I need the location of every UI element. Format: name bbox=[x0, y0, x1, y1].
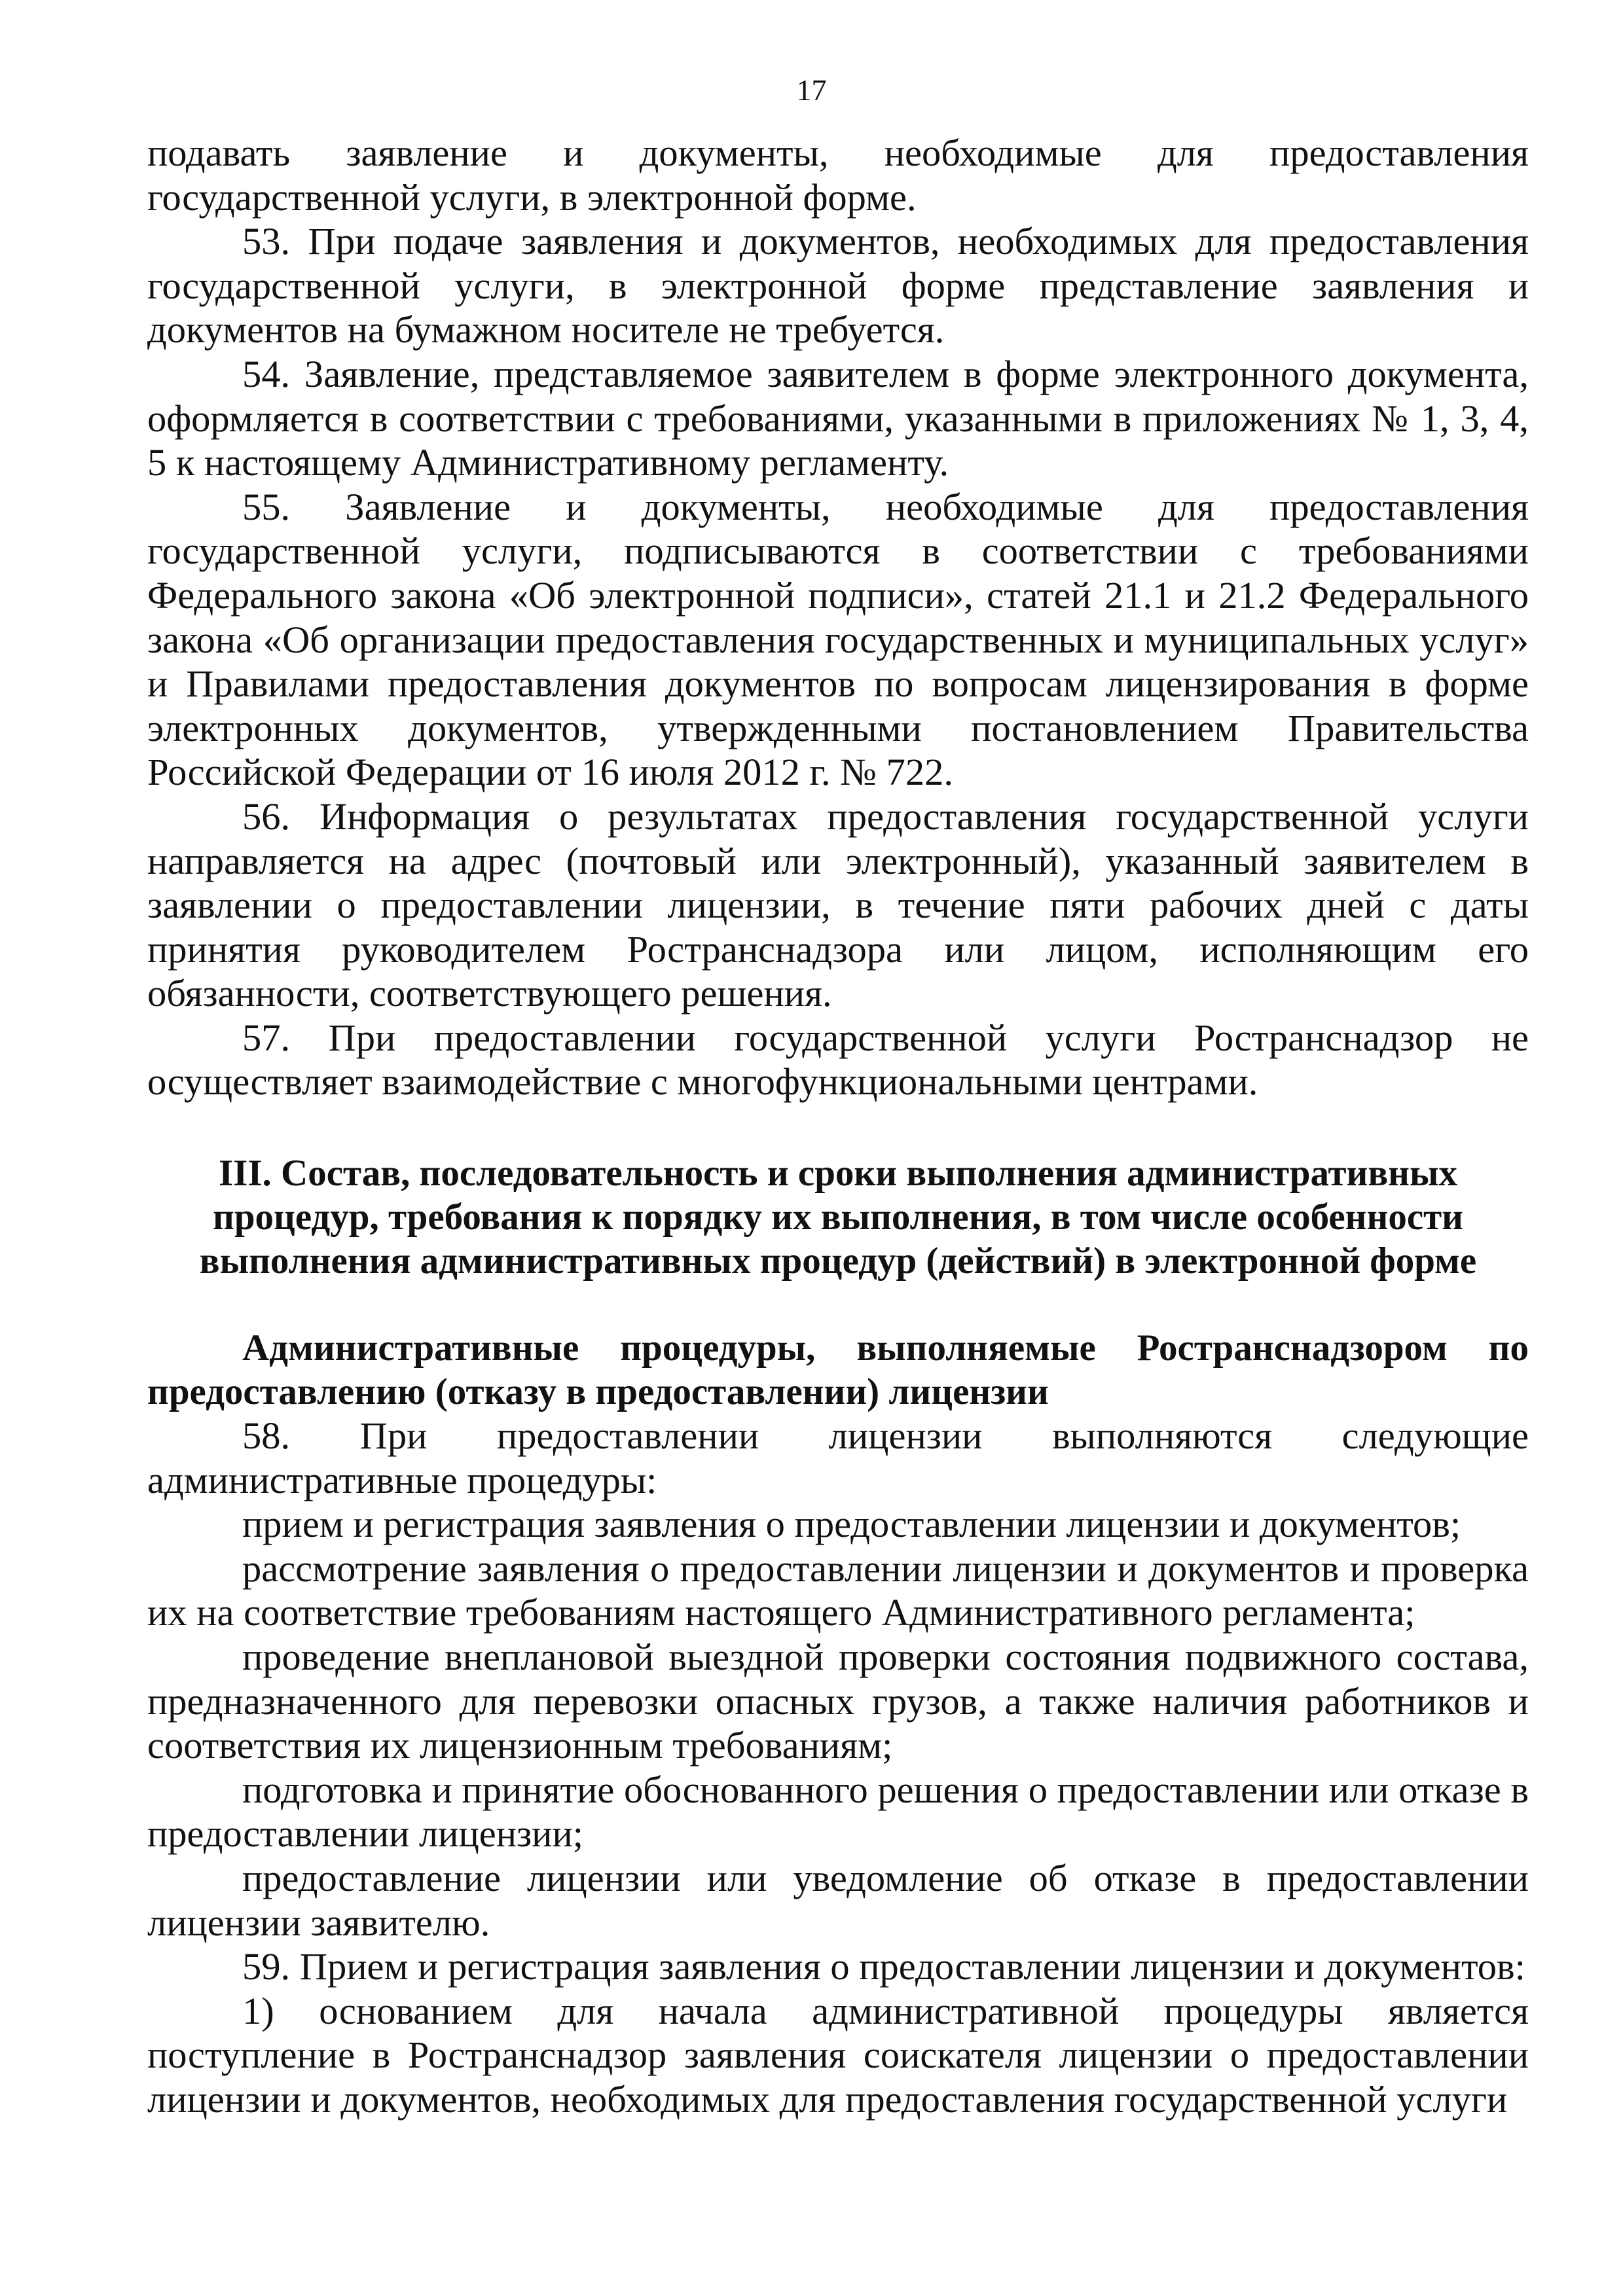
document-body bbox=[147, 131, 1529, 2122]
paragraph-continuation: подавать заявление и документы, необходимые для предоставления государственной услуги, в электронной форме. bbox=[147, 132, 1529, 219]
paragraph-53: 53. При подаче заявления и документов, необходимых для предоставления государственной услуги, в электронной форме представление заявления и документов на бумажном носителе не требуется. bbox=[147, 220, 1529, 351]
procedure-item: рассмотрение заявления о предоставлении лицензии и документов и проверка их на соответствие требованиям настоящего Административного регламента; bbox=[147, 1547, 1529, 1634]
paragraph-58: 58. При предоставлении лицензии выполняются следующие административные процедуры: bbox=[147, 1414, 1529, 1501]
procedure-item: прием и регистрация заявления о предоставлении лицензии и документов; bbox=[242, 1503, 1461, 1546]
subsection-spacer bbox=[147, 1283, 1529, 1326]
section-heading-line-3: выполнения административных процедур (действий) в электронной форме bbox=[199, 1240, 1477, 1282]
procedure-item: предоставление лицензии или уведомление об отказе в предоставлении лицензии заявителю. bbox=[147, 1857, 1529, 1944]
paragraph-54: 54. Заявление, представляемое заявителем в форме электронного документа, оформляется в соответствии с требованиями, указанными в приложениях № 1, 3, 4, 5 к настоящему Административному регламенту. bbox=[147, 352, 1529, 484]
section-spacer bbox=[147, 1104, 1529, 1151]
subsection-heading: Административные процедуры, выполняемые Ространснадзором по предоставлению (отказу в предоставлении) лицензии bbox=[147, 1327, 1529, 1413]
paragraph-59: 59. Прием и регистрация заявления о предоставлении лицензии и документов: bbox=[242, 1945, 1525, 1988]
paragraph-57: 57. При предоставлении государственной услуги Ространснадзор не осуществляет взаимодействие с многофункциональными центрами. bbox=[147, 1016, 1529, 1103]
procedure-list bbox=[147, 1502, 1529, 1945]
page-number: 17 bbox=[796, 73, 827, 107]
section-heading bbox=[147, 1151, 1529, 1283]
section-heading-line-1: III. Состав, последовательность и сроки выполнения административных bbox=[219, 1153, 1457, 1194]
paragraph-55: 55. Заявление и документы, необходимые для предоставления государственной услуги, подписываются в соответствии с требованиями Федерального закона «Об электронной подписи», статей 21.1 и 21.2 Федерального закона «Об организации предоставления государственных и муниципальных услуг» и Правилами предоставления документов по вопросам лицензирования в форме электронных документов, утвержденными постановлением Правительства Российской Федерации от 16 июля 2012 г. № 722. bbox=[147, 485, 1529, 794]
procedure-item: подготовка и принятие обоснованного решения о предоставлении или отказе в предоставлении лицензии; bbox=[147, 1768, 1529, 1856]
paragraph-59-item-1: 1) основанием для начала административной процедуры является поступление в Ространснадзор заявления соискателя лицензии о предоставлении лицензии и документов, необходимых для предоставления государственной услуги bbox=[147, 1989, 1529, 2121]
paragraph-56: 56. Информация о результатах предоставления государственной услуги направляется на адрес (почтовый или электронный), указанный заявителем в заявлении о предоставлении лицензии, в течение пяти рабочих дней с даты принятия руководителем Ространснадзора или лицом, исполняющим его обязанности, соответствующего решения. bbox=[147, 795, 1529, 1015]
procedure-item: проведение внеплановой выездной проверки состояния подвижного состава, предназначенного для перевозки опасных грузов, а также наличия работников и соответствия их лицензионным требованиям; bbox=[147, 1636, 1529, 1767]
section-heading-line-2: процедур, требования к порядку их выполнения, в том числе особенности bbox=[212, 1196, 1463, 1238]
